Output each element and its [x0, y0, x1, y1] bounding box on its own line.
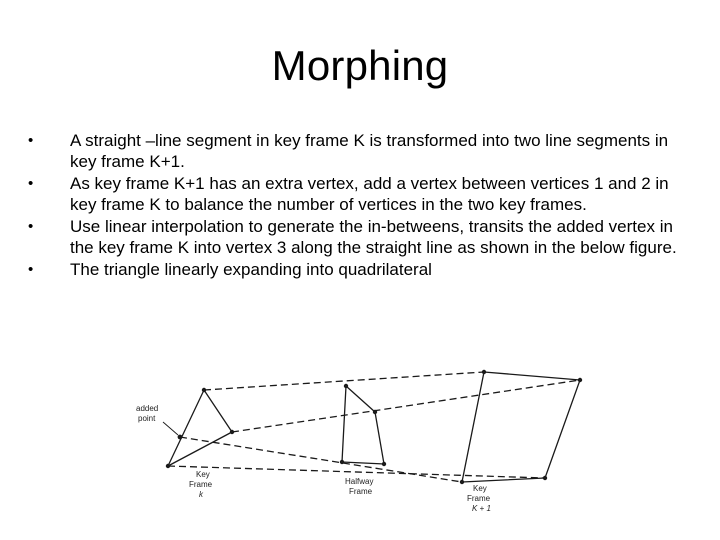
vertex-point	[340, 460, 344, 464]
added-point-label: point	[138, 414, 156, 423]
bullet-icon: •	[28, 261, 34, 278]
interpolation-path	[232, 380, 580, 432]
keyframe-k1-label: Frame	[467, 494, 491, 503]
keyframe-k1-edge	[484, 372, 580, 380]
halfway-frame-label: Halfway	[345, 477, 374, 486]
keyframe-k-edge	[168, 390, 204, 466]
bullet-text: A straight –line segment in key frame K is transformed into two line segments in key frame K+1.	[70, 131, 669, 171]
bullet-icon: •	[28, 175, 34, 192]
bullet-icon: •	[28, 132, 34, 149]
vertex-point	[166, 464, 170, 468]
vertex-point	[482, 370, 486, 374]
vertex-point	[543, 476, 547, 480]
bullet-text: As key frame K+1 has an extra vertex, add a vertex between vertices 1 and 2 in key frame K to balance the number of vertices in the two key frames.	[70, 174, 669, 214]
bullet-text: Use linear interpolation to generate the in-betweens, transits the added vertex in the key frame K into vertex 3 along the straight line as shown in the below figure.	[70, 217, 677, 257]
keyframe-k1-label: Key	[473, 484, 487, 493]
interpolation-path	[204, 372, 484, 390]
keyframe-k-label: k	[199, 490, 203, 499]
keyframe-k1-label: K + 1	[472, 504, 491, 513]
halfway-frame-edge	[342, 386, 346, 462]
bullet-item	[28, 130, 688, 172]
bullet-item	[28, 216, 688, 258]
morphing-figure	[115, 360, 595, 530]
added-point-marker	[178, 435, 183, 440]
halfway-frame-label: Frame	[349, 487, 373, 496]
halfway-frame-edge	[375, 412, 384, 464]
bullet-text: The triangle linearly expanding into quadrilateral	[70, 260, 432, 279]
keyframe-k1-edge	[545, 380, 580, 478]
interpolation-paths	[168, 372, 580, 482]
added-point-pointer	[163, 422, 178, 435]
slide-title: Morphing	[271, 42, 449, 89]
bullet-list	[28, 130, 688, 281]
added-point-label: added	[136, 404, 159, 413]
vertex-point	[373, 410, 377, 414]
keyframe-k1-edge	[462, 478, 545, 482]
bullet-item	[28, 259, 688, 280]
vertex-point	[230, 430, 234, 434]
vertex-point	[202, 388, 206, 392]
vertex-point	[344, 384, 348, 388]
keyframe-k1-edge	[462, 372, 484, 482]
bullet-icon: •	[28, 218, 34, 235]
halfway-frame-edge	[346, 386, 375, 412]
keyframe-k-edge	[204, 390, 232, 432]
interpolation-path	[180, 437, 462, 482]
keyframe-k-edge	[168, 432, 232, 466]
keyframe-k-label: Frame	[189, 480, 213, 489]
vertex-point	[460, 480, 464, 484]
keyframe-k-label: Key	[196, 470, 210, 479]
vertex-point	[382, 462, 386, 466]
vertex-point	[578, 378, 582, 382]
bullet-item	[28, 173, 688, 215]
